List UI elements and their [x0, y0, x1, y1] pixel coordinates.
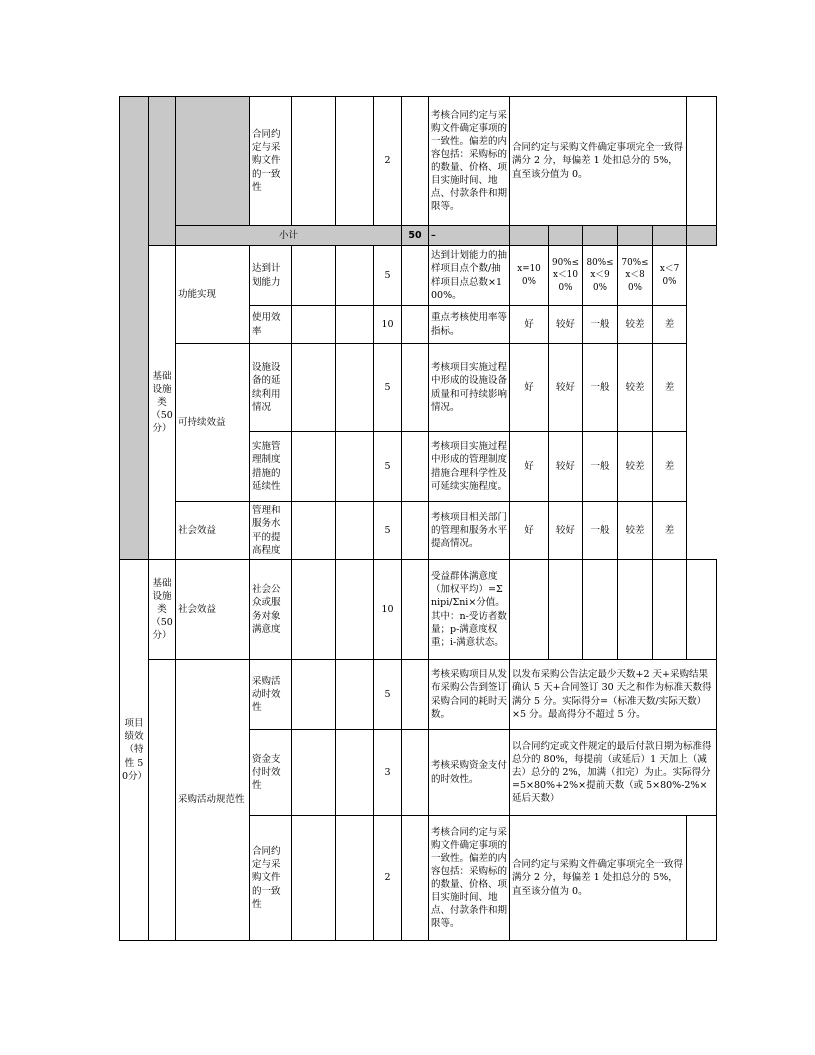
grade-cell: 好	[510, 432, 549, 502]
group-cell-sustain: 可持续效益	[176, 344, 250, 502]
blank-cell	[402, 432, 429, 502]
grade-cell: 好	[510, 306, 549, 344]
score-cell: 5	[374, 502, 402, 560]
indicator-cell: 实施管理制度措施的延续性	[250, 432, 292, 502]
blank-cell	[687, 97, 717, 226]
grade-cell: 一般	[583, 306, 618, 344]
blank-cell	[402, 730, 429, 816]
grade-cell: 差	[653, 344, 687, 432]
blank-cell	[402, 816, 429, 941]
description-cell: 重点考核使用率等指标。	[429, 306, 510, 344]
grade-cell: x=100%	[510, 246, 549, 306]
blank-cell	[292, 560, 336, 660]
scoring-rule-cell: 以合同约定或文件规定的最后付款日期为标准得总分的 80%，每提前（或延后）1 天加上（减去）总分的 2%，加满（扣完）为止。实际得分=5×80%+2%×提前天数（或 5×80%-2%×延后天数）	[510, 730, 717, 816]
grade-cell: 好	[510, 502, 549, 560]
blank-cell	[292, 344, 336, 432]
blank-cell	[292, 432, 336, 502]
grade-cell: 较好	[549, 432, 583, 502]
category-cell-blank	[149, 97, 176, 246]
grade-cell: 一般	[583, 344, 618, 432]
grade-cell: 差	[653, 432, 687, 502]
score-cell: 5	[374, 344, 402, 432]
description-cell: 考核采购资金支付的时效性。	[429, 730, 510, 816]
blank-cell	[292, 502, 336, 560]
subtotal-score: 50	[402, 226, 429, 246]
blank-cell	[292, 306, 336, 344]
table-row	[120, 560, 717, 660]
score-cell: 10	[374, 560, 402, 660]
score-cell: 3	[374, 730, 402, 816]
blank-cell	[549, 226, 583, 246]
blank-cell	[510, 226, 549, 246]
blank-cell	[336, 560, 374, 660]
blank-cell	[336, 432, 374, 502]
grade-cell: 90%≤x＜100%	[549, 246, 583, 306]
grade-cell: 较差	[618, 432, 653, 502]
group-cell-social: 社会效益	[176, 502, 250, 560]
grade-cell: 好	[510, 344, 549, 432]
table-row	[120, 344, 717, 432]
blank-cell	[292, 97, 336, 226]
dimension-cell-blank	[120, 97, 149, 560]
blank-cell	[549, 560, 583, 660]
description-cell: 考核合同约定与采购文件确定事项的一致性。偏差的内容包括：采购标的的数量、价格、项目实施时间、地点、付款条件和期限等。	[429, 816, 510, 941]
group-cell-social: 社会效益	[176, 560, 250, 660]
indicator-cell: 管理和服务水平的提高程度	[250, 502, 292, 560]
grade-cell: 差	[653, 502, 687, 560]
group-cell-function: 功能实现	[176, 246, 250, 344]
indicator-cell: 设施设备的延续利用情况	[250, 344, 292, 432]
indicator-cell: 资金支付时效性	[250, 730, 292, 816]
blank-cell	[402, 246, 429, 306]
description-cell: 考核采购项目从发布采购公告到签订采购合同的耗时天数。	[429, 660, 510, 730]
blank-cell	[402, 306, 429, 344]
group-cell-blank	[176, 97, 250, 226]
blank-cell	[336, 306, 374, 344]
category-cell-blank	[149, 660, 176, 941]
description-cell: 考核项目实施过程中形成的设施设备质量和可持续影响情况。	[429, 344, 510, 432]
table-row	[120, 660, 717, 730]
blank-cell	[653, 226, 687, 246]
evaluation-table-bottom	[119, 559, 717, 941]
table-row	[120, 97, 717, 226]
table-row	[120, 246, 717, 306]
blank-cell	[292, 816, 336, 941]
description-cell: 受益群体满意度（加权平均）=Σnipi/Σni×分值。其中：n-受访者数量；p-满意度权重；i-满意状态。	[429, 560, 510, 660]
grade-cell: 70%≤x＜80%	[618, 246, 653, 306]
table-row	[120, 502, 717, 560]
indicator-cell: 达到计划能力	[250, 246, 292, 306]
indicator-cell: 合同约定与采购文件的一致性	[250, 97, 292, 226]
subtotal-dash: –	[429, 226, 510, 246]
blank-cell	[402, 660, 429, 730]
blank-cell	[618, 226, 653, 246]
indicator-cell: 使用效率	[250, 306, 292, 344]
blank-cell	[618, 560, 653, 660]
blank-cell	[510, 560, 549, 660]
category-cell: 基础设施类（50分）	[149, 560, 176, 660]
indicator-cell: 合同约定与采购文件的一致性	[250, 816, 292, 941]
description-cell: 考核项目相关部门的管理和服务水平提高情况。	[429, 502, 510, 560]
grade-cell: 较差	[618, 344, 653, 432]
blank-cell	[336, 730, 374, 816]
description-cell: 达到计划能力的抽样项目点个数/抽样项目点总数×100%。	[429, 246, 510, 306]
score-cell: 2	[374, 97, 402, 226]
evaluation-table-top	[119, 96, 717, 560]
grade-cell: 80%≤x＜90%	[583, 246, 618, 306]
blank-cell	[402, 97, 429, 226]
grade-cell: 差	[653, 306, 687, 344]
blank-cell	[336, 816, 374, 941]
grade-cell: 较好	[549, 502, 583, 560]
score-cell: 2	[374, 816, 402, 941]
scoring-rule-cell: 以发布采购公告法定最少天数+2 天+采购结果确认 5 天+合同签订 30 天之和作为标准天数得满分 5 分。实际得分=（标准天数/实际天数）×5 分。最高得分不超过 5 分。	[510, 660, 717, 730]
grade-cell: 较差	[618, 502, 653, 560]
blank-cell	[583, 560, 618, 660]
score-cell: 10	[374, 306, 402, 344]
grade-cell: 一般	[583, 432, 618, 502]
blank-cell	[336, 246, 374, 306]
score-cell: 5	[374, 432, 402, 502]
dimension-cell: 项目绩效（特性 50分）	[120, 560, 149, 941]
subtotal-label: 小计	[176, 226, 402, 246]
blank-cell	[292, 246, 336, 306]
blank-cell	[402, 560, 429, 660]
group-cell-procure: 采购活动规范性	[176, 660, 250, 941]
blank-cell	[402, 344, 429, 432]
indicator-cell: 社会公众或服务对象满意度	[250, 560, 292, 660]
subtotal-row	[120, 226, 717, 246]
grade-cell: 较好	[549, 306, 583, 344]
blank-cell	[336, 97, 374, 226]
score-cell: 5	[374, 660, 402, 730]
blank-cell	[687, 226, 717, 246]
scoring-rule-cell: 合同约定与采购文件确定事项完全一致得满分 2 分，每偏差 1 处扣总分的 5%，直至该分值为 0。	[510, 816, 687, 941]
score-cell: 5	[374, 246, 402, 306]
grade-cell: 较好	[549, 344, 583, 432]
grade-cell: 一般	[583, 502, 618, 560]
blank-cell	[336, 502, 374, 560]
description-cell: 考核项目实施过程中形成的管理制度措施合理科学性及可延续实施程度。	[429, 432, 510, 502]
blank-cell	[583, 226, 618, 246]
blank-cell	[687, 560, 717, 660]
blank-cell	[653, 560, 687, 660]
description-cell: 考核合同约定与采购文件确定事项的一致性。偏差的内容包括：采购标的的数量、价格、项目实施时间、地点、付款条件和期限等。	[429, 97, 510, 226]
blank-cell	[336, 660, 374, 730]
grade-cell: 较差	[618, 306, 653, 344]
blank-cell	[687, 816, 717, 941]
category-cell: 基础设施类（50分）	[149, 246, 176, 560]
grade-cell: x＜70%	[653, 246, 687, 306]
blank-cell	[292, 660, 336, 730]
indicator-cell: 采购活动时效性	[250, 660, 292, 730]
blank-cell	[292, 730, 336, 816]
blank-cell	[402, 502, 429, 560]
blank-cell	[336, 344, 374, 432]
scoring-rule-cell: 合同约定与采购文件确定事项完全一致得满分 2 分，每偏差 1 处扣总分的 5%，直至该分值为 0。	[510, 97, 687, 226]
